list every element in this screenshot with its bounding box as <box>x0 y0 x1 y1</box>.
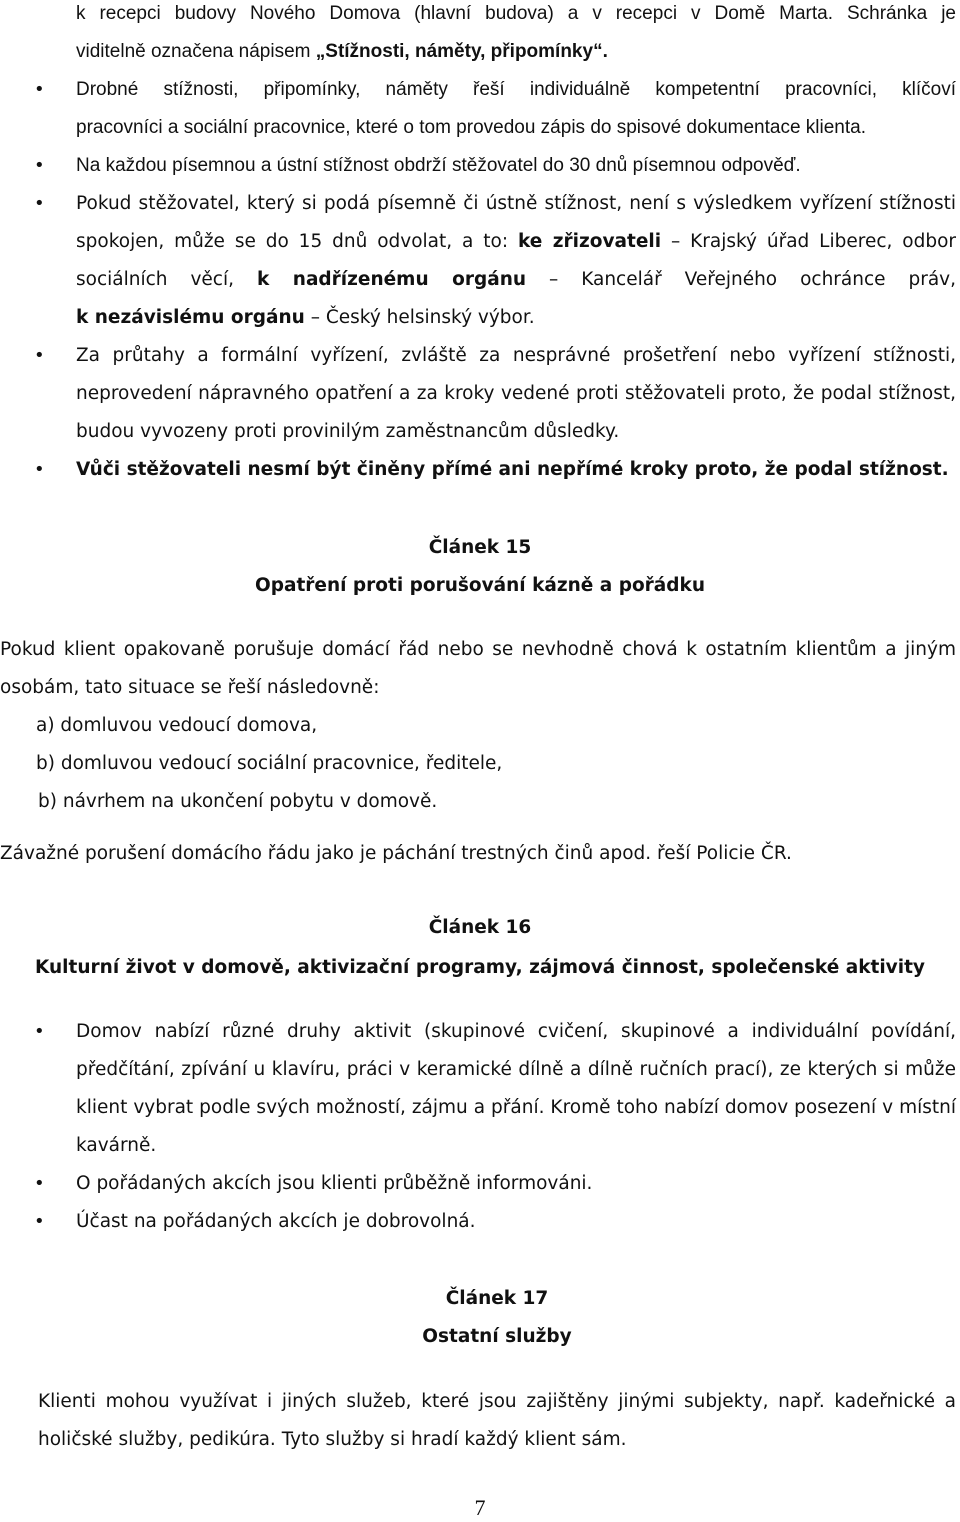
article-heading: Článek 15 <box>428 537 532 558</box>
text-line: Pokud klient opakovaně porušuje domácí řád nebo se nevhodně chová k ostatním klientům a jiným <box>0 639 956 660</box>
text-line: neprovedení nápravného opatření a za kroky vedené proti stěžovateli proto, že podal stížnost, <box>76 383 956 404</box>
text-line: holičské služby, pedikúra. Tyto služby si hradí každý klient sám. <box>38 1429 627 1450</box>
text-line: Na každou písemnou a ústní stížnost obdrží stěžovatel do 30 dnů písemnou odpověď. <box>76 155 801 176</box>
text-line: klient vybrat podle svých možností, zájmu a přání. Kromě toho nabízí domov posezení v místní <box>76 1097 956 1118</box>
list-item: b) návrhem na ukončení pobytu v domově. <box>38 791 438 812</box>
list-item: a) domluvou vedoucí domova, <box>36 715 318 736</box>
article-heading: Článek 16 <box>428 917 532 938</box>
article-title: Opatření proti porušování kázně a pořádku <box>255 575 705 596</box>
text-line: pracovníci a sociální pracovnice, které o tom provedou zápis do spisové dokumentace klienta. <box>76 117 866 138</box>
bullet-icon: • <box>34 1211 45 1232</box>
text-line: Pokud stěžovatel, který si podá písemně či ústně stížnost, není s výsledkem vyřízení stížnosti <box>76 193 956 214</box>
text-line: předčítání, zpívání u klavíru, práci v keramické dílně a dílně ručních prací), ze kterých si může <box>76 1059 956 1080</box>
bullet-icon: • <box>34 459 45 480</box>
bullet-icon: • <box>34 79 45 100</box>
text-line: Drobné stížnosti, připomínky, náměty řeší individuálně kompetentní pracovníci, klíčoví <box>76 79 956 100</box>
page-number: 7 <box>474 1495 486 1520</box>
text-line: sociálních věcí, k nadřízenému orgánu – Kancelář Veřejného ochránce práv, <box>76 269 956 290</box>
bullet-icon: • <box>34 155 45 176</box>
bullet-icon: • <box>34 193 45 214</box>
text-line: O pořádaných akcích jsou klienti průběžně informováni. <box>76 1173 593 1194</box>
text-line: Závažné porušení domácího řádu jako je páchání trestných činů apod. řeší Policie ČR. <box>0 843 792 864</box>
bullet-icon: • <box>34 1173 45 1194</box>
text-line: k nezávislému orgánu – Český helsinský výbor. <box>76 307 535 328</box>
text-line: Domov nabízí různé druhy aktivit (skupinové cvičení, skupinové a individuální povídání, <box>76 1021 956 1042</box>
text-line: viditelně označena nápisem „Stížnosti, náměty, připomínky“. <box>76 41 608 62</box>
text-line: Klienti mohou využívat i jiných služeb, které jsou zajištěny jinými subjekty, např. kadeřnické a <box>38 1391 956 1412</box>
text-line: k recepci budovy Nového Domova (hlavní budova) a v recepci v Domě Marta. Schránka je <box>76 3 956 24</box>
text-line: budou vyvozeny proti provinilým zaměstnancům důsledky. <box>76 421 620 442</box>
article-heading: Článek 17 <box>445 1288 549 1309</box>
article-title: Kulturní život v domově, aktivizační programy, zájmová činnost, společenské aktivity <box>35 957 925 978</box>
text-line: osobám, tato situace se řeší následovně: <box>0 677 380 698</box>
bullet-icon: • <box>34 345 45 366</box>
text-line: kavárně. <box>76 1135 157 1156</box>
text-line: spokojen, může se do 15 dnů odvolat, a to: ke zřizovateli – Krajský úřad Liberec, odbor <box>76 231 956 252</box>
bullet-icon: • <box>34 1021 45 1042</box>
text-line: Účast na pořádaných akcích je dobrovolná. <box>76 1211 476 1232</box>
article-title: Ostatní služby <box>422 1326 572 1347</box>
text-line: Vůči stěžovateli nesmí být činěny přímé ani nepřímé kroky proto, že podal stížnost. <box>76 459 949 480</box>
text-line: Za průtahy a formální vyřízení, zvláště za nesprávné prošetření nebo vyřízení stížnosti, <box>76 345 956 366</box>
list-item: b) domluvou vedoucí sociální pracovnice, ředitele, <box>36 753 503 774</box>
